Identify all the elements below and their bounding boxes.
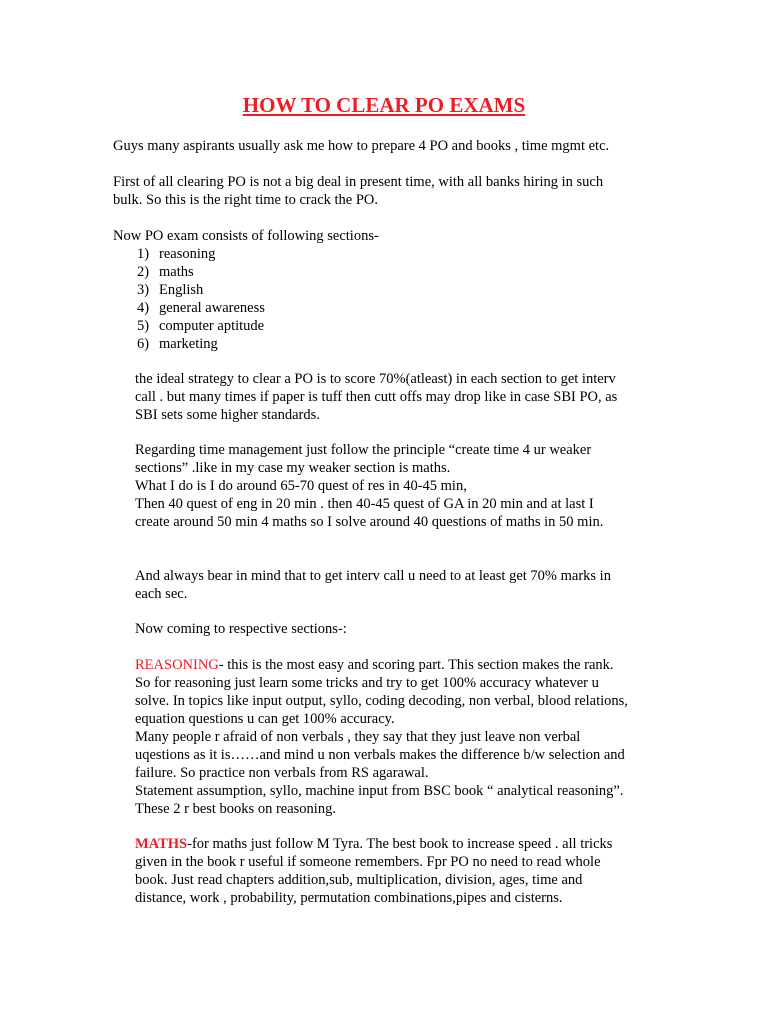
strategy-line: call . but many times if paper is tuff then cutt offs may drop like in case SBI PO, as: [135, 389, 618, 405]
strategy-line: SBI sets some higher standards.: [135, 407, 320, 423]
reasoning-line: failure. So practice non verbals from RS agarawal.: [135, 765, 429, 781]
section-item: maths: [159, 264, 194, 280]
section-number: 2): [137, 264, 150, 280]
maths-first-line: [135, 835, 612, 853]
bear-in-mind-line: each sec.: [135, 586, 188, 602]
coming-sections-text: Now coming to respective sections-:: [135, 621, 347, 637]
reasoning-first-line: [135, 656, 614, 674]
reasoning-first-text: - this is the most easy and scoring part. This section makes the rank.: [218, 657, 614, 673]
maths-line: given in the book r useful if someone remembers. Fpr PO no need to read whole: [135, 854, 601, 870]
maths-line: distance, work , probability, permutation combinations,pipes and cisterns.: [135, 890, 563, 906]
time-mgmt-line: Then 40 quest of eng in 20 min . then 40-45 quest of GA in 20 min and at last I: [135, 496, 594, 512]
time-mgmt-line: create around 50 min 4 maths so I solve around 40 questions of maths in 50 min.: [135, 514, 604, 530]
time-mgmt-line: sections” .like in my case my weaker section is maths.: [135, 460, 451, 476]
reasoning-line: Many people r afraid of non verbals , they say that they just leave non verbal: [135, 729, 581, 745]
bear-in-mind-line: And always bear in mind that to get interv call u need to at least get 70% marks in: [135, 568, 611, 584]
section-number: 5): [137, 318, 150, 334]
section-number: 3): [137, 282, 150, 298]
maths-line: book. Just read chapters addition,sub, multiplication, division, ages, time and: [135, 872, 583, 888]
section-number: 1): [137, 246, 150, 262]
reasoning-line: equation questions u can get 100% accuracy.: [135, 711, 395, 727]
reasoning-line: These 2 r best books on reasoning.: [135, 801, 336, 817]
time-mgmt-line: Regarding time management just follow the principle “create time 4 ur weaker: [135, 442, 592, 458]
section-item: reasoning: [159, 246, 216, 262]
sections-intro: Now PO exam consists of following sections-: [113, 228, 379, 244]
reasoning-line: solve. In topics like input output, syllo, coding decoding, non verbal, blood relations,: [135, 693, 628, 709]
reasoning-line: uqestions as it is……and mind u non verbals makes the difference b/w selection and: [135, 747, 625, 763]
section-item: English: [159, 282, 204, 298]
maths-heading: MATHS: [135, 836, 188, 852]
strategy-line: the ideal strategy to clear a PO is to score 70%(atleast) in each section to get interv: [135, 371, 616, 387]
page-title: HOW TO CLEAR PO EXAMS: [242, 93, 526, 117]
first-para-line: First of all clearing PO is not a big deal in present time, with all banks hiring in such: [113, 174, 604, 190]
first-para-line: bulk. So this is the right time to crack the PO.: [113, 192, 379, 208]
section-number: 4): [137, 300, 150, 316]
section-number: 6): [137, 336, 150, 352]
section-item: marketing: [159, 336, 218, 352]
reasoning-line: Statement assumption, syllo, machine input from BSC book “ analytical reasoning”.: [135, 783, 624, 799]
section-item: general awareness: [159, 300, 265, 316]
reasoning-heading: REASONING: [135, 657, 219, 673]
maths-first-text: -for maths just follow M Tyra. The best book to increase speed . all tricks: [187, 836, 613, 852]
section-item: computer aptitude: [159, 318, 265, 334]
reasoning-line: So for reasoning just learn some tricks and try to get 100% accuracy whatever u: [135, 675, 599, 691]
intro-text: Guys many aspirants usually ask me how to prepare 4 PO and books , time mgmt etc.: [113, 138, 610, 154]
time-mgmt-line: What I do is I do around 65-70 quest of res in 40-45 min,: [135, 478, 467, 494]
